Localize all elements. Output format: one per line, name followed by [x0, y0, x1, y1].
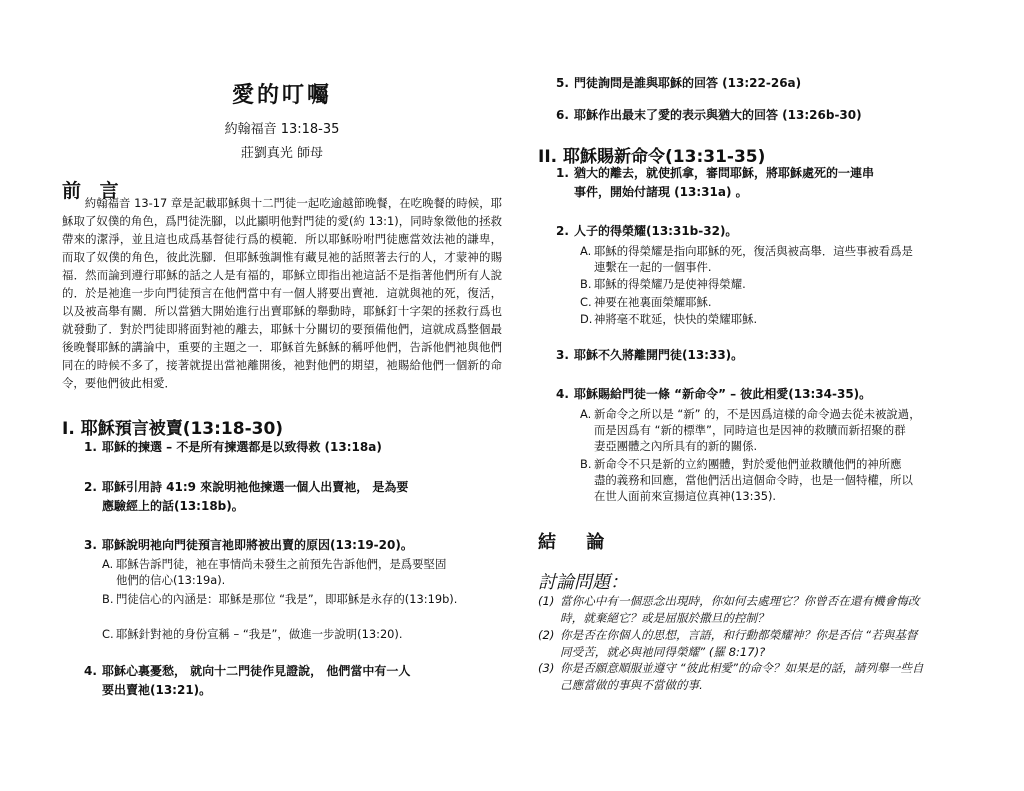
item-number: 2.	[556, 224, 569, 238]
section-2-item-3	[556, 346, 976, 365]
item-text: 耶穌的揀選 – 不是所有揀選都是以致得救 (13:18a)	[102, 440, 382, 454]
item-number: 4.	[84, 664, 97, 678]
section-1-item-3	[84, 536, 504, 555]
item-text: 耶穌心裏憂愁， 就向十二門徒作見證說， 他們當中有一人	[102, 664, 411, 678]
item-number: 5.	[556, 76, 569, 90]
question-number: (2)	[538, 628, 555, 642]
item-text-cont: 應驗經上的話(13:18b)。	[102, 499, 244, 513]
author: 莊劉真光 師母	[240, 146, 324, 161]
item-number: 3.	[556, 348, 569, 362]
item-text: 耶穌作出最末了愛的表示與猶大的回答 (13:26b-30)	[574, 108, 862, 122]
item-number: 6.	[556, 108, 569, 122]
section-1-item-6	[556, 106, 976, 125]
page-title: 愛的叮囑	[231, 82, 332, 108]
sub-item-2d: D. 神將毫不耽延，快快的榮耀耶穌.	[580, 312, 758, 326]
item-text: 耶穌引用詩 41:9 來說明祂他揀選一個人出賣祂， 是為要	[102, 480, 409, 494]
item-text-cont: 要出賣祂(13:21)。	[102, 683, 212, 697]
item-text: 門徒詢問是誰與耶穌的回答 (13:22-26a)	[574, 76, 802, 90]
item-text: 耶穌不久將離開門徒(13:33)。	[574, 348, 744, 362]
intro-heading: 前 言	[62, 180, 125, 202]
item-number: 1.	[84, 440, 97, 454]
section-2-item-4	[556, 385, 976, 404]
scripture-reference: 約翰福音 13:18-35	[224, 122, 340, 137]
section-1-heading: I. 耶穌預言被賣(13:18-30)	[62, 419, 284, 439]
item-text: 耶穌說明祂向門徒預言祂即將被出賣的原因(13:19-20)。	[102, 538, 413, 552]
item-text: 人子的得榮耀(13:31b-32)。	[574, 224, 738, 238]
sub-letter: B.	[102, 592, 114, 606]
sub-item-2b: B. 耶穌的得榮耀乃是使神得榮耀.	[580, 277, 746, 291]
sub-letter: B.	[580, 277, 592, 291]
sub-item-4a: A. 新命令之所以是 “新” 的，不是因爲這樣的命令過去從未被說過， 而是因爲有 “新的標準”，同時這也是因神的救贖而新招聚的群 妻亞團體之內所具有的新的關係.	[580, 407, 921, 453]
sub-letter: D.	[580, 312, 593, 326]
conclusion-heading: 結 論	[538, 532, 617, 553]
discussion-heading: 討論問題：	[538, 572, 628, 593]
section-1-item-1	[84, 438, 504, 457]
sub-item-4b: B. 新命令不只是新的立約團體，對於愛他們並救贖他們的神所應 盡的義務和回應，當他們活出這個命令時，也是一個特權，所以 在世人面前來宣揚這位真神(13:35).	[580, 457, 913, 503]
sub-letter: A.	[580, 244, 592, 258]
section-2-item-2	[556, 222, 976, 241]
discussion-question-2: (2) 你是否在你個人的思想，言語，和行動都榮耀神？你是否信 “若與基督 同受苦，就必與祂同得榮耀” (羅 8:17)?	[538, 628, 918, 659]
sub-letter: A.	[580, 407, 592, 421]
sub-item-2c: C. 神要在祂裏面榮耀耶穌.	[580, 295, 712, 309]
sub-item-3c: C. 耶穌針對祂的身份宣稱 – “我是”，做進一步說明(13:20).	[102, 627, 403, 641]
discussion-question-3: (3) 你是否願意順服並遵守 “彼此相愛”的命令？如果是的話，請列舉一些自 己應當做的事與不當做的事.	[538, 661, 924, 692]
discussion-question-1: (1) 當你心中有一個惡念出現時，你如何去處理它？你曾否在還有機會悔改 時，就棄絕它？或是屈服於撒旦的控制？	[538, 594, 920, 625]
sub-item-3b: B. 門徒信心的內涵是：耶穌是那位 “我是”，即耶穌是永存的(13:19b).	[102, 592, 458, 606]
section-1-item-4	[84, 662, 504, 700]
item-number: 2.	[84, 480, 97, 494]
item-text: 猶大的離去，就使抓拿，審問耶穌，將耶穌處死的一連串	[574, 166, 875, 180]
intro-text: 約翰福音 13-17 章是記載耶穌與十二門徒一起吃逾越節晚餐，在吃晚餐的時候，耶穌取了奴僕的角色，爲門徒洗腳，以此顯明他對門徒的愛(約 13:1)，同時象徵他的拯救帶來的潔淨，並且這也成爲基督徒行爲的模範．所以耶穌吩咐門徒應當效法祂的謙卑，而取了奴僕的角色，彼此洗腳．但耶穌強調惟有藏見祂的話照著去行的人，才蒙神的賜福．然而論到遵行耶穌的話之人是有福的，耶穌立即指出祂這話不是指著他們所有人說的．於是祂進一步向門徒預言在他們當中有一個人將要出賣祂．這就與祂的死，復活，以及被高舉有關．所以當猶大開始進行出賣耶穌的舉動時，耶穌釘十字架的拯救行爲也就發動了．對於門徒即將面對祂的離去，耶穌十分關切的要預備他們，這就成爲整個最後晚餐耶穌的講論中，重要的主題之一．耶穌首先穌穌的稱呼他們，告訴他們祂與他們同在的時候不多了，接著就提出當祂離開後，祂對他們的期望，祂賜給他們一個新的命令，要他們彼此相愛．	[62, 196, 502, 390]
sub-letter: C.	[102, 627, 114, 641]
section-1-item-5	[556, 74, 976, 93]
sub-item-3a: A. 耶穌告訴門徒，祂在事情尚未發生之前預先告訴他們，是爲要堅固 他們的信心(13:19a).	[102, 557, 447, 587]
question-number: (3)	[538, 661, 555, 675]
item-number: 1.	[556, 166, 569, 180]
sub-letter: C.	[580, 295, 592, 309]
item-text: 耶穌賜給門徒一條 “新命令” – 彼此相愛(13:34-35)。	[574, 387, 872, 401]
sub-letter: B.	[580, 457, 592, 471]
sub-item-2a: A. 耶穌的得榮耀是指向耶穌的死，復活與被高舉．這些事被看爲是 連繫在一起的一個事件.	[580, 244, 913, 274]
item-number: 4.	[556, 387, 569, 401]
section-1-item-2	[84, 478, 504, 516]
question-number: (1)	[538, 594, 555, 608]
item-number: 3.	[84, 538, 97, 552]
item-text-cont: 事件，開始付諸現 (13:31a) 。	[574, 185, 748, 199]
sub-letter: A.	[102, 557, 114, 571]
section-2-item-1	[556, 164, 976, 202]
intro-paragraph	[62, 194, 502, 392]
section-2-heading: II. 耶穌賜新命令(13:31-35)	[538, 147, 766, 167]
